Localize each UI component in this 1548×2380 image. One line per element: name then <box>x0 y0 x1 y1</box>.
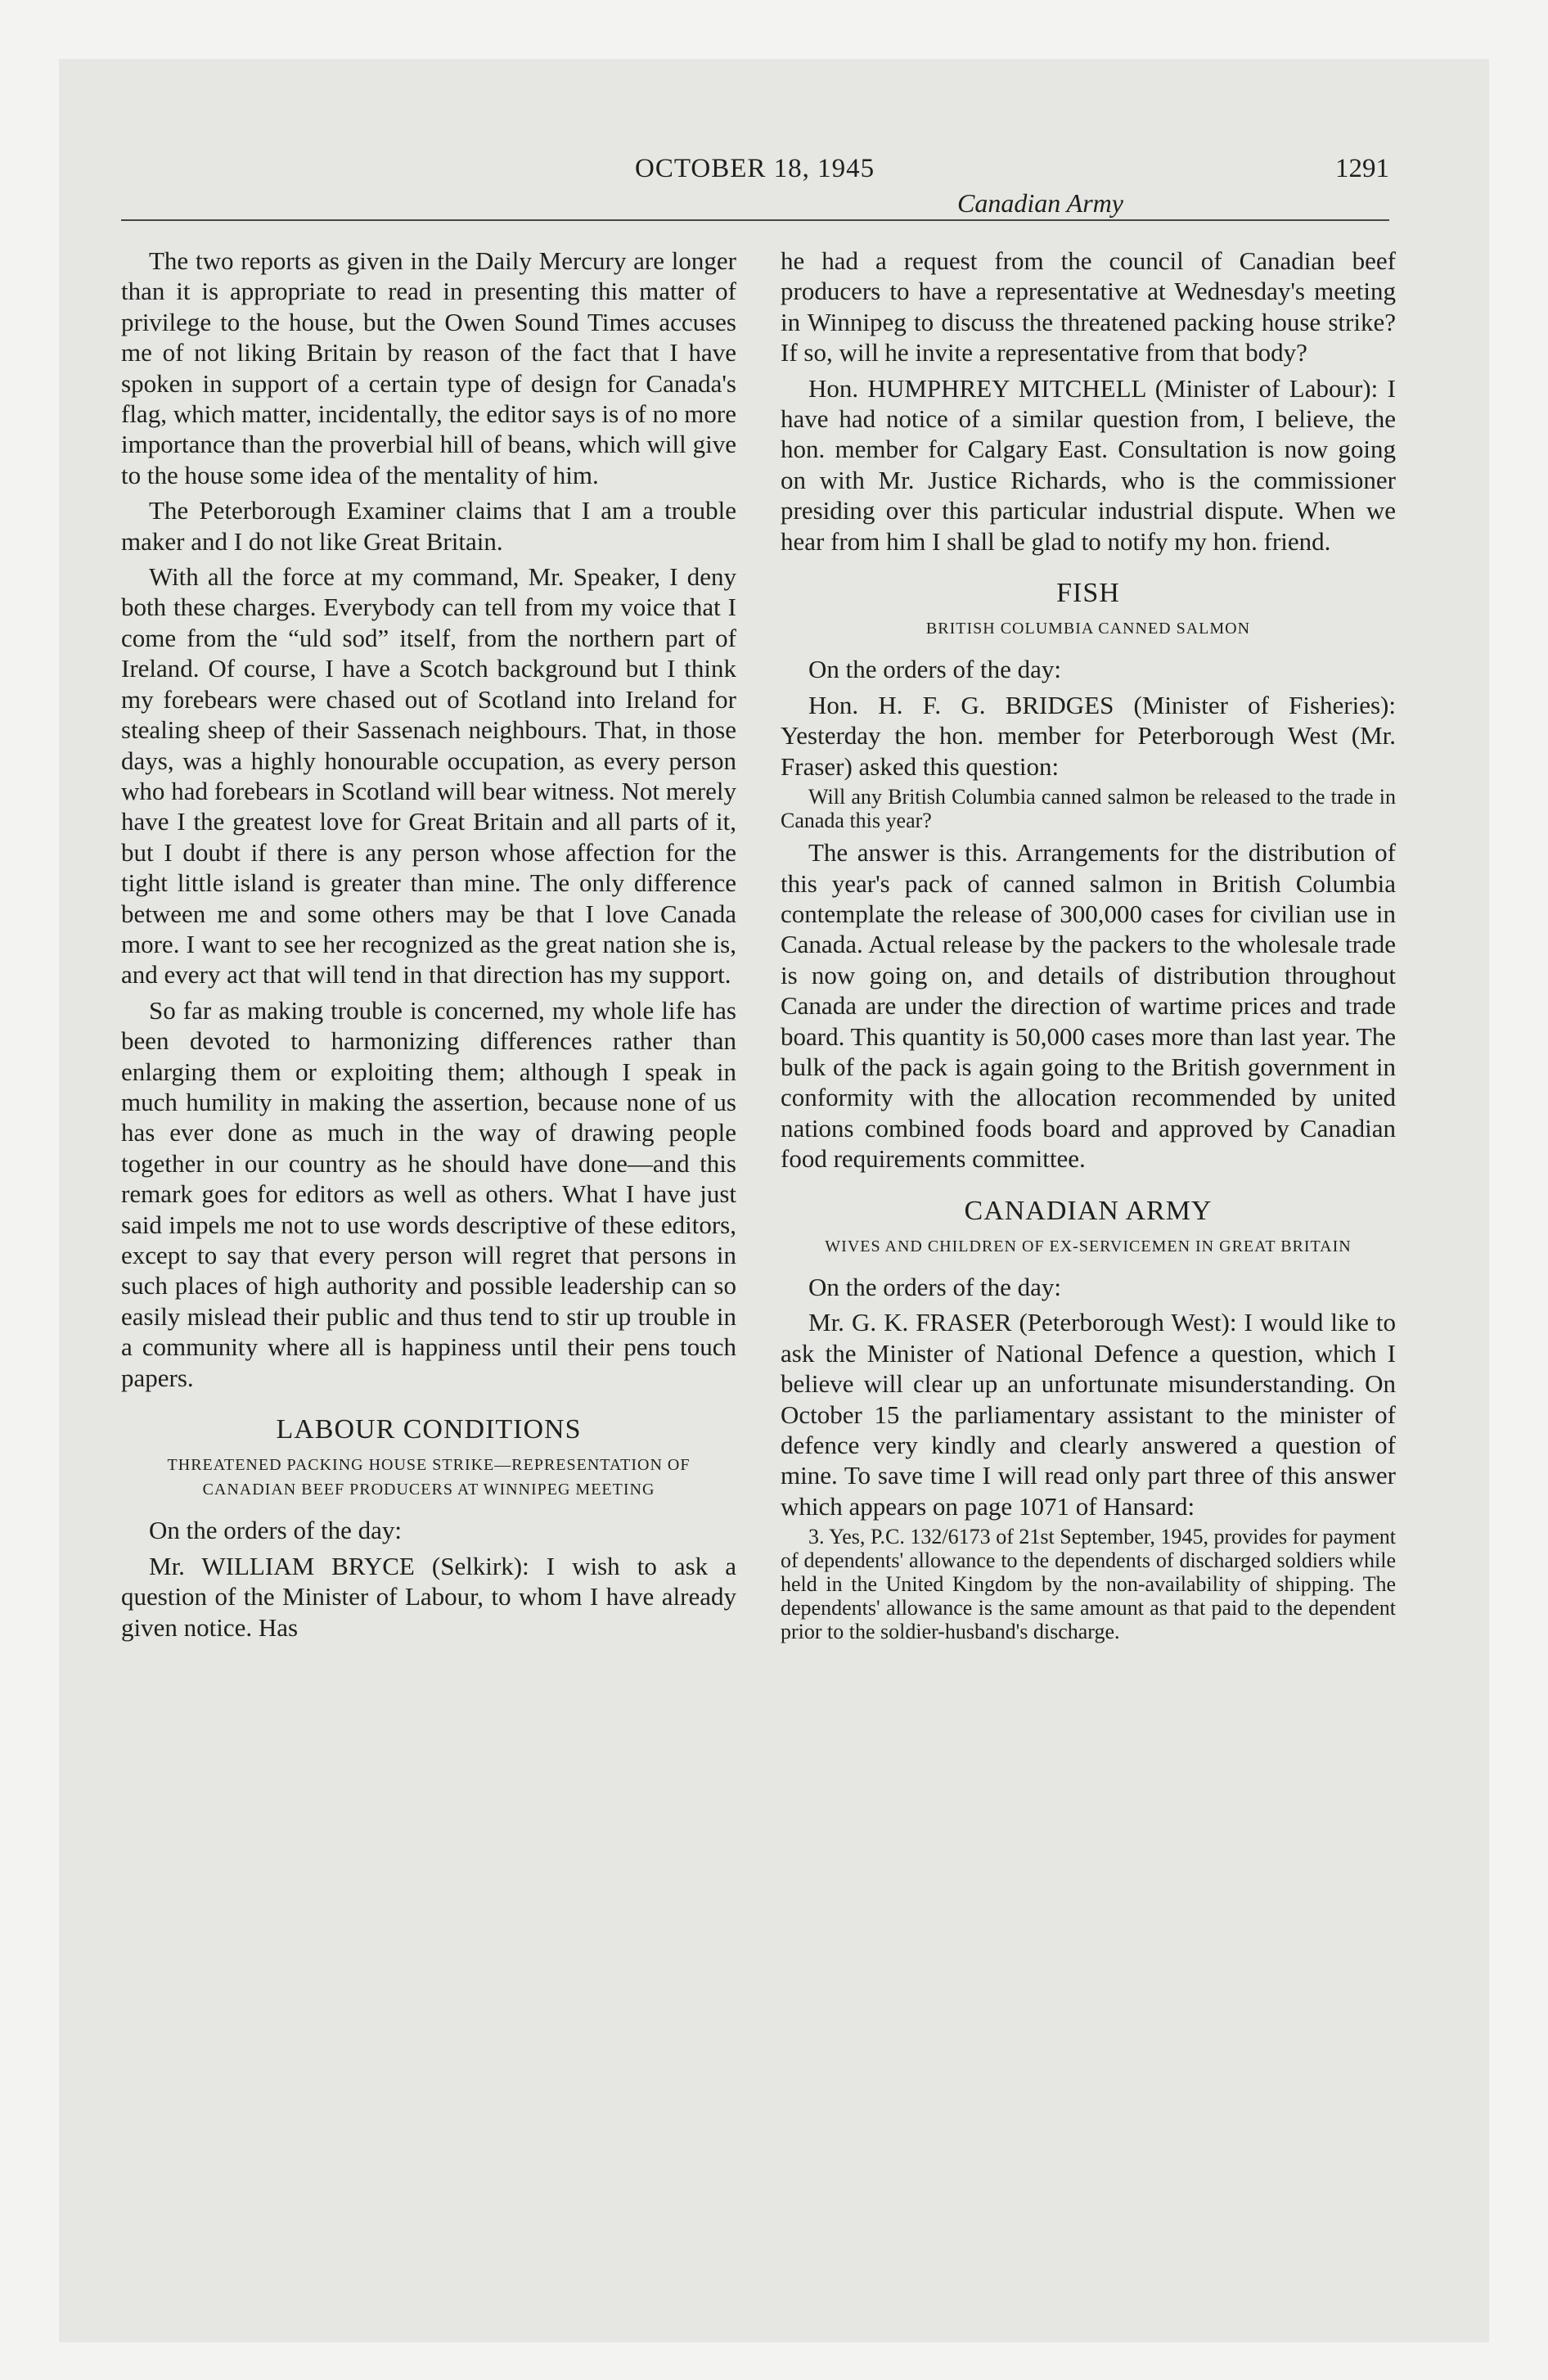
paragraph: With all the force at my command, Mr. Speaker, I deny both these charges. Everybody can tell from my voice that I come from the “uld sod” itself, from the northern part of Ireland. Of course, I have a Scotch background but I think my forebears were chased out of Scotland into Ireland for stealing sheep of their Sassenach neighbours. That, in those days, was a highly honourable occupation, as every person who had forebears in Scotland will bear witness. Not merely have I the greatest love for Great Britain and all parts of it, but I doubt if there is any person whose affection for the tight little island is greater than mine. The only difference between me and some others may be that I love Canada more. I want to see her recognized as the great nation she is, and every act that will tend in that direction has my support. <box>121 562 736 989</box>
orders-of-day: On the orders of the day: <box>808 655 1062 684</box>
right-column <box>781 246 1396 1648</box>
labour-subheading: THREATENED PACKING HOUSE STRIKE—REPRESENTATION OF CANADIAN BEEF PRODUCERS AT WINNIPEG MEETING <box>167 1456 691 1499</box>
page-header <box>121 154 1389 221</box>
paragraph: The two reports as given in the Daily Mercury are longer than it is appropriate to read in presenting this matter of privilege to the house, but the Owen Sound Times accuses me of not liking Britain by reason of the fact that I have spoken in support of a certain type of design for Canada's flag, which matter, incidentally, the editor says is of no more importance than the proverbial hill of beans, which will give to the house some idea of the mentality of him. <box>121 246 736 489</box>
fish-quote: Will any British Columbia canned salmon be released to the trade in Canada this year? <box>781 785 1396 833</box>
orders-of-day: On the orders of the day: <box>808 1272 1062 1301</box>
fish-heading: FISH <box>1056 578 1120 609</box>
bryce-question-continued: he had a request from the council of Canadian beef producers to have a representative at Wednesday's meeting in Winnipeg to discuss the threatened packing house strike? If so, will he invite a representative from that body? <box>781 246 1396 367</box>
bridges-statement: Hon. H. F. G. BRIDGES (Minister of Fisheries): Yesterday the hon. member for Peterborough West (Mr. Fraser) asked this question: <box>781 690 1396 781</box>
page-number: 1291 <box>1335 154 1389 183</box>
paragraph: The Peterborough Examiner claims that I am a trouble maker and I do not like Great Britain. <box>121 496 736 556</box>
orders-of-day: On the orders of the day: <box>149 1516 403 1545</box>
army-quote: 3. Yes, P.C. 132/6173 of 21st September, 1945, provides for payment of dependents' allowance to the dependents of discharged soldiers while held in the United Kingdom by the non-availability of shipping. The dependents' allowance is the same amount as that paid to the dependent prior to the soldier-husband's discharge. <box>781 1525 1396 1644</box>
left-column <box>121 246 736 1643</box>
bryce-question: Mr. WILLIAM BRYCE (Selkirk): I wish to ask a question of the Minister of Labour, to whom I have already given notice. Has <box>121 1551 736 1642</box>
army-heading: CANADIAN ARMY <box>964 1195 1213 1226</box>
mitchell-answer: Hon. HUMPHREY MITCHELL (Minister of Labour): I have had notice of a similar question from, I believe, the hon. member for Calgary East. Consultation is now going on with Mr. Justice Richards, who is the commissioner presiding over this particular industrial dispute. When we hear from him I shall be glad to notify my hon. friend. <box>781 373 1396 556</box>
fraser-question: Mr. G. K. FRASER (Peterborough West): I would like to ask the Minister of National Defence a question, which I believe will clear up an unfortunate misunderstanding. On October 15 the parliamentary assistant to the minister of defence very kindly and clearly answered a question of mine. To save time I will read only part three of this answer which appears on page 1071 of Hansard: <box>781 1308 1396 1521</box>
labour-heading: LABOUR CONDITIONS <box>276 1414 582 1445</box>
fish-answer: The answer is this. Arrangements for the distribution of this year's pack of canned salmon in British Columbia contemplate the release of 300,000 cases for civilian use in Canada. Actual release by the packers to the wholesale trade is now going on, and details of distribution throughout Canada are under the direction of wartime prices and trade board. This quantity is 50,000 cases more than last year. The bulk of the pack is again going to the British government in conformity with the allocation recommended by united nations combined foods board and approved by Canadian food requirements committee. <box>781 838 1396 1174</box>
paragraph: So far as making trouble is concerned, my whole life has been devoted to harmonizing differences rather than enlarging them or exploiting them; although I speak in much humility in making the assertion, because none of us has ever done as much in the way of drawing people together in our country as he should have done—and this remark goes for editors as well as others. What I have just said impels me not to use words descriptive of these editors, except to say that every person will regret that persons in such places of high authority and possible leadership can so easily mislead their public and thus tend to stir up trouble in a community where all is happiness until their pens touch papers. <box>121 995 736 1392</box>
header-date: OCTOBER 18, 1945 <box>635 154 875 183</box>
army-subheading: WIVES AND CHILDREN OF EX-SERVICEMEN IN GREAT BRITAIN <box>825 1237 1352 1255</box>
section-title: Canadian Army <box>957 188 1123 218</box>
fish-subheading: BRITISH COLUMBIA CANNED SALMON <box>925 620 1251 638</box>
